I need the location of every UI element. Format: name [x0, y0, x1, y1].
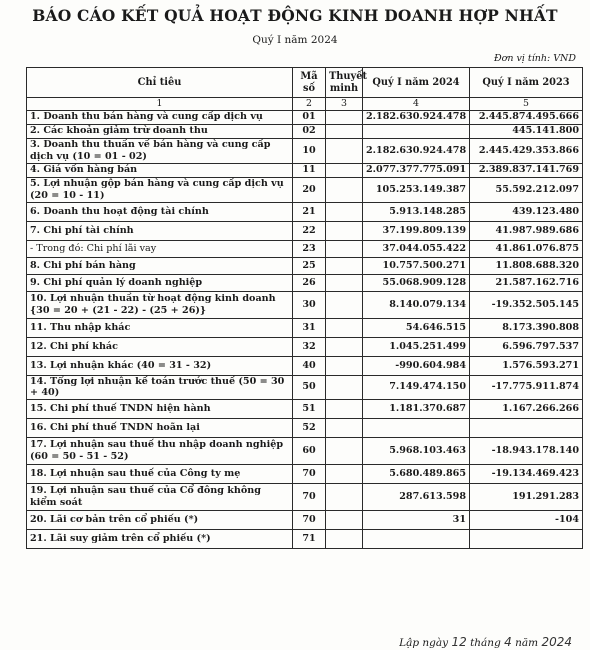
row-label: 2. Các khoản giảm trừ doanh thu	[27, 124, 293, 138]
row-note	[326, 202, 363, 221]
row-code: 20	[293, 177, 326, 202]
date-year-word: năm	[515, 637, 539, 649]
column-index-row	[27, 98, 583, 111]
date-year: 2024	[541, 635, 572, 649]
column-index: 5	[470, 98, 583, 111]
table-row	[27, 124, 583, 138]
date-day: 12	[451, 635, 467, 649]
row-note	[326, 510, 363, 529]
row-code: 50	[293, 375, 326, 399]
row-value-q1-2024: -990.604.984	[363, 356, 470, 375]
row-value-q1-2023: 439.123.480	[470, 202, 583, 221]
table-row	[27, 240, 583, 257]
col-header-q1-2023: Quý I năm 2023	[470, 68, 583, 98]
row-value-q1-2024: 54.646.515	[363, 318, 470, 337]
table-row	[27, 483, 583, 510]
row-value-q1-2023: 11.808.688.320	[470, 257, 583, 274]
row-note	[326, 418, 363, 437]
row-value-q1-2024: 2.182.630.924.478	[363, 138, 470, 163]
table-row	[27, 110, 583, 124]
row-note	[326, 437, 363, 464]
table-header-row	[27, 68, 583, 98]
row-note	[326, 274, 363, 291]
row-value-q1-2023: 2.389.837.141.769	[470, 163, 583, 177]
table-row	[27, 418, 583, 437]
row-note	[326, 124, 363, 138]
row-value-q1-2024: 8.140.079.134	[363, 291, 470, 318]
row-value-q1-2024: 7.149.474.150	[363, 375, 470, 399]
row-note	[326, 337, 363, 356]
row-code: 40	[293, 356, 326, 375]
row-value-q1-2023: -18.943.178.140	[470, 437, 583, 464]
column-index: 3	[326, 98, 363, 111]
row-note	[326, 291, 363, 318]
table-row	[27, 202, 583, 221]
row-code: 70	[293, 464, 326, 483]
table-row	[27, 163, 583, 177]
row-code: 70	[293, 483, 326, 510]
row-value-q1-2023: 445.141.800	[470, 124, 583, 138]
table-row	[27, 375, 583, 399]
row-label: 13. Lợi nhuận khác (40 = 31 - 32)	[27, 356, 293, 375]
row-note	[326, 257, 363, 274]
table-row	[27, 529, 583, 548]
currency-unit: Đơn vị tính: VND	[493, 53, 576, 64]
row-value-q1-2024: 31	[363, 510, 470, 529]
row-note	[326, 240, 363, 257]
row-value-q1-2023: -104	[470, 510, 583, 529]
row-value-q1-2024	[363, 124, 470, 138]
row-label: 1. Doanh thu bán hàng và cung cấp dịch vụ	[27, 110, 293, 124]
table-row	[27, 138, 583, 163]
col-header-chi-tieu: Chỉ tiêu	[27, 68, 293, 98]
row-value-q1-2024: 55.068.909.128	[363, 274, 470, 291]
row-label: 12. Chi phí khác	[27, 337, 293, 356]
row-value-q1-2023: -17.775.911.874	[470, 375, 583, 399]
row-code: 32	[293, 337, 326, 356]
row-value-q1-2023: 55.592.212.097	[470, 177, 583, 202]
row-label: 20. Lãi cơ bản trên cổ phiếu (*)	[27, 510, 293, 529]
date-month: 4	[504, 635, 512, 649]
row-note	[326, 464, 363, 483]
row-label: 9. Chi phí quản lý doanh nghiệp	[27, 274, 293, 291]
row-note	[326, 163, 363, 177]
date-prefix: Lập ngày	[399, 637, 449, 649]
row-code: 22	[293, 221, 326, 240]
row-value-q1-2024: 5.968.103.463	[363, 437, 470, 464]
table-row	[27, 177, 583, 202]
row-value-q1-2023: 41.987.989.686	[470, 221, 583, 240]
row-code: 60	[293, 437, 326, 464]
col-header-q1-2024: Quý I năm 2024	[363, 68, 470, 98]
row-value-q1-2023: -19.352.505.145	[470, 291, 583, 318]
column-index: 4	[363, 98, 470, 111]
row-label: 5. Lợi nhuận gộp bán hàng và cung cấp dịch vụ (20 = 10 - 11)	[27, 177, 293, 202]
row-label: 4. Giá vốn hàng bán	[27, 163, 293, 177]
row-label: 19. Lợi nhuận sau thuế của Cổ đông không kiểm soát	[27, 483, 293, 510]
row-label: 16. Chi phí thuế TNDN hoãn lại	[27, 418, 293, 437]
row-label: 3. Doanh thu thuần về bán hàng và cung cấp dịch vụ (10 = 01 - 02)	[27, 138, 293, 163]
report-title: BÁO CÁO KẾT QUẢ HOẠT ĐỘNG KINH DOANH HỢP NHẤT	[32, 6, 558, 25]
row-code: 70	[293, 510, 326, 529]
table-body	[27, 110, 583, 548]
table-row	[27, 510, 583, 529]
row-value-q1-2024: 5.680.489.865	[363, 464, 470, 483]
row-value-q1-2023: -19.134.469.423	[470, 464, 583, 483]
income-statement-table	[26, 67, 583, 549]
col-header-thuyet-minh: Thuyết minh	[326, 68, 363, 98]
row-code: 10	[293, 138, 326, 163]
row-label: 21. Lãi suy giảm trên cổ phiếu (*)	[27, 529, 293, 548]
row-value-q1-2023: 21.587.162.716	[470, 274, 583, 291]
column-index: 2	[293, 98, 326, 111]
row-note	[326, 375, 363, 399]
row-note	[326, 110, 363, 124]
row-label: 6. Doanh thu hoạt động tài chính	[27, 202, 293, 221]
row-code: 23	[293, 240, 326, 257]
row-value-q1-2024: 1.181.370.687	[363, 399, 470, 418]
row-value-q1-2024: 37.044.055.422	[363, 240, 470, 257]
row-value-q1-2024: 2.182.630.924.478	[363, 110, 470, 124]
row-note	[326, 318, 363, 337]
table-row	[27, 356, 583, 375]
row-value-q1-2024: 5.913.148.285	[363, 202, 470, 221]
row-label: 17. Lợi nhuận sau thuế thu nhập doanh nghiệp (60 = 50 - 51 - 52)	[27, 437, 293, 464]
col-header-ma-so: Mã số	[293, 68, 326, 98]
row-note	[326, 138, 363, 163]
row-note	[326, 177, 363, 202]
row-note	[326, 529, 363, 548]
row-value-q1-2023: 1.576.593.271	[470, 356, 583, 375]
row-value-q1-2023: 2.445.874.495.666	[470, 110, 583, 124]
row-value-q1-2024: 10.757.500.271	[363, 257, 470, 274]
row-value-q1-2023	[470, 529, 583, 548]
row-code: 71	[293, 529, 326, 548]
row-label: - Trong đó: Chi phí lãi vay	[27, 240, 293, 257]
table-row	[27, 437, 583, 464]
row-note	[326, 483, 363, 510]
row-code: 01	[293, 110, 326, 124]
date-line	[399, 635, 572, 649]
row-code: 25	[293, 257, 326, 274]
row-code: 02	[293, 124, 326, 138]
row-code: 52	[293, 418, 326, 437]
row-note	[326, 399, 363, 418]
table-row	[27, 257, 583, 274]
row-value-q1-2023: 191.291.283	[470, 483, 583, 510]
row-label: 11. Thu nhập khác	[27, 318, 293, 337]
row-code: 30	[293, 291, 326, 318]
row-label: 10. Lợi nhuận thuần từ hoạt động kinh doanh {30 = 20 + (21 - 22) - (25 + 26)}	[27, 291, 293, 318]
row-value-q1-2024	[363, 418, 470, 437]
row-value-q1-2023	[470, 418, 583, 437]
row-value-q1-2024: 2.077.377.775.091	[363, 163, 470, 177]
row-value-q1-2024: 1.045.251.499	[363, 337, 470, 356]
row-code: 11	[293, 163, 326, 177]
row-value-q1-2024	[363, 529, 470, 548]
row-code: 21	[293, 202, 326, 221]
row-code: 51	[293, 399, 326, 418]
table-row	[27, 221, 583, 240]
row-label: 7. Chi phí tài chính	[27, 221, 293, 240]
row-note	[326, 221, 363, 240]
table-row	[27, 337, 583, 356]
column-index: 1	[27, 98, 293, 111]
table-row	[27, 274, 583, 291]
table-row	[27, 464, 583, 483]
row-label: 15. Chi phí thuế TNDN hiện hành	[27, 399, 293, 418]
row-code: 31	[293, 318, 326, 337]
row-value-q1-2024: 37.199.809.139	[363, 221, 470, 240]
table-row	[27, 318, 583, 337]
date-month-word: tháng	[470, 637, 501, 649]
row-value-q1-2023: 8.173.390.808	[470, 318, 583, 337]
row-value-q1-2023: 2.445.429.353.866	[470, 138, 583, 163]
row-value-q1-2023: 6.596.797.537	[470, 337, 583, 356]
row-label: 8. Chi phí bán hàng	[27, 257, 293, 274]
row-code: 26	[293, 274, 326, 291]
row-note	[326, 356, 363, 375]
table-row	[27, 291, 583, 318]
row-label: 14. Tổng lợi nhuận kế toán trước thuế (50 = 30 + 40)	[27, 375, 293, 399]
row-value-q1-2024: 105.253.149.387	[363, 177, 470, 202]
report-period: Quý I năm 2024	[252, 34, 338, 46]
row-value-q1-2023: 1.167.266.266	[470, 399, 583, 418]
row-label: 18. Lợi nhuận sau thuế của Công ty mẹ	[27, 464, 293, 483]
table-row	[27, 399, 583, 418]
row-value-q1-2023: 41.861.076.875	[470, 240, 583, 257]
row-value-q1-2024: 287.613.598	[363, 483, 470, 510]
